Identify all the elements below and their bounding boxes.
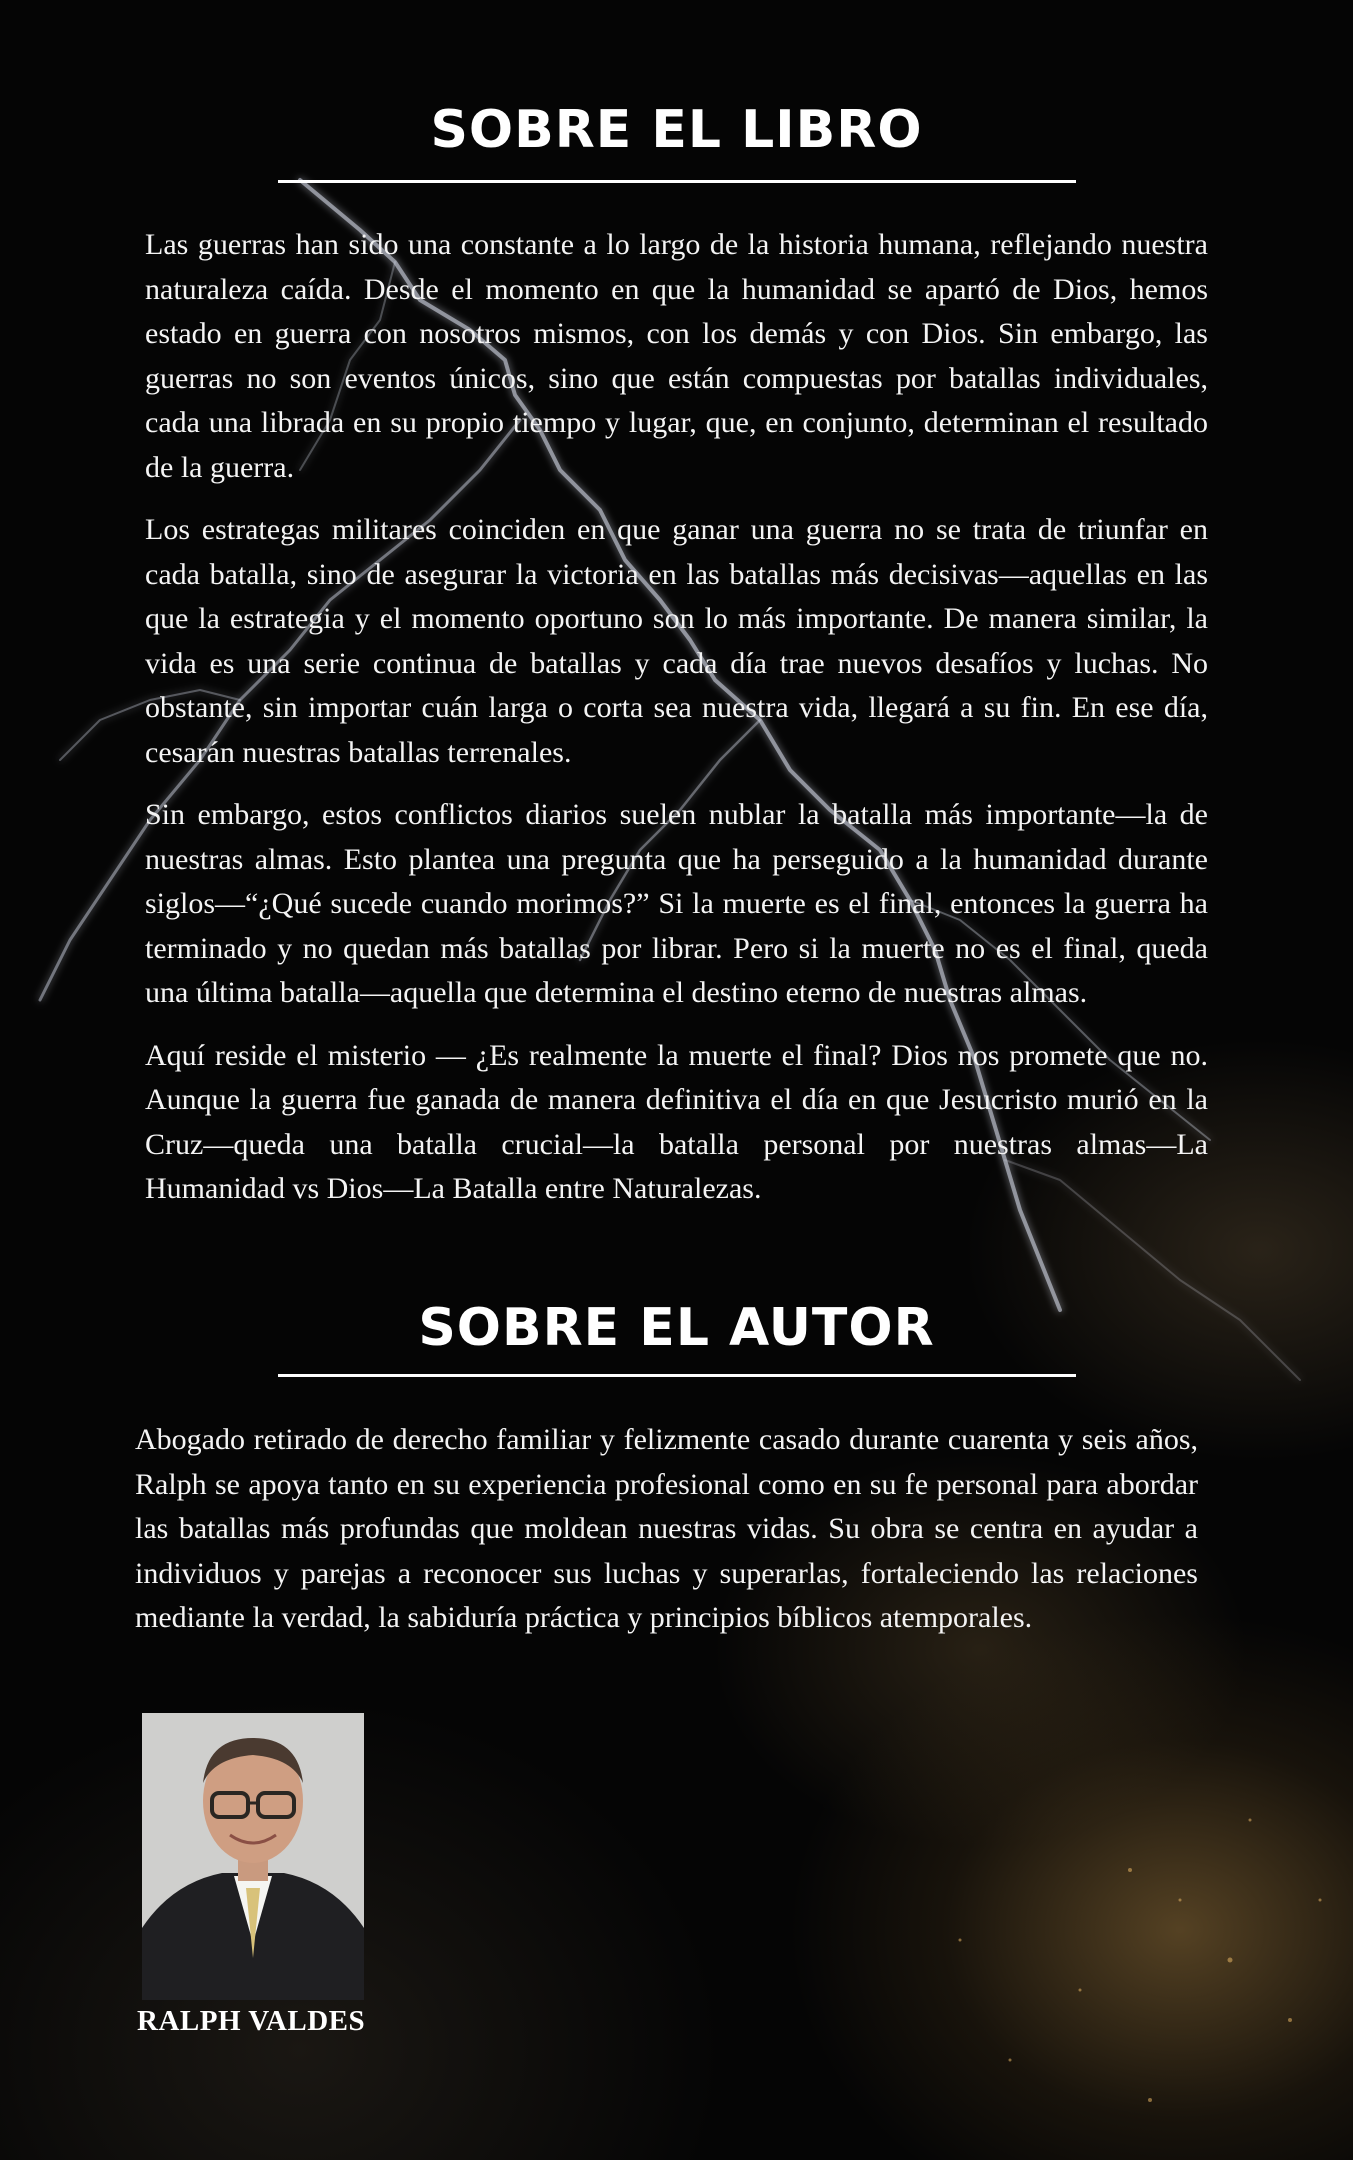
about-author-bio	[135, 1418, 1198, 1659]
about-book-paragraph-4: Aquí reside el misterio — ¿Es realmente la muerte el final? Dios nos promete que no. Aunque la guerra fue ganada de manera definitiva el día en que Jesucristo murió en la Cruz—queda una batalla crucial—la batalla personal por nuestras almas—La Humanidad vs Dios—La Batalla entre Naturalezas.	[145, 1038, 1208, 1205]
about-book-heading: SOBRE EL LIBRO	[430, 100, 923, 160]
about-book-paragraph-1: Las guerras han sido una constante a lo largo de la historia humana, reflejando nuestra naturaleza caída. Desde el momento en que la humanidad se apartó de Dios, hemos estado en guerra con nosotros mismos, con los demás y con Dios. Sin embargo, las guerras no son eventos únicos, sino que están compuestas por batallas individuales, cada una librada en su propio tiempo y lugar, que, en conjunto, determinan el resultado de la guerra.	[145, 228, 1208, 484]
about-book-body	[145, 223, 1208, 1230]
about-author-heading: SOBRE EL AUTOR	[418, 1298, 935, 1358]
author-photo	[142, 1713, 364, 2000]
author-name: RALPH VALDES	[137, 2005, 366, 2037]
about-author-heading-rule	[278, 1374, 1076, 1377]
about-book-heading-rule	[278, 180, 1076, 183]
ember-sparks	[959, 1819, 1322, 2103]
author-bio-paragraph: Abogado retirado de derecho familiar y felizmente casado durante cuarenta y seis años, Ralph se apoya tanto en su experiencia profesional como en su fe personal para abordar las batallas más profundas que moldean nuestras vidas. Su obra se centra en ayudar a individuos y parejas a reconocer sus luchas y superarlas, fortaleciendo las relaciones mediante la verdad, la sabiduría práctica y principios bíblicos atemporales.	[135, 1423, 1198, 1634]
about-book-paragraph-2: Los estrategas militares coinciden en que ganar una guerra no se trata de triunfar en cada batalla, sino de asegurar la victoria en las batallas más decisivas—aquellas en las que la estrategia y el momento oportuno son lo más importante. De manera similar, la vida es una serie continua de batallas y cada día trae nuevos desafíos y luchas. No obstante, sin importar cuán larga o corta sea nuestra vida, llegará a su fin. En ese día, cesarán nuestras batallas terrenales.	[145, 513, 1208, 769]
about-book-paragraph-3: Sin embargo, estos conflictos diarios suelen nublar la batalla más importante—la de nuestras almas. Esto plantea una pregunta que ha perseguido a la humanidad durante siglos—“¿Qué sucede cuando morimos?” Si la muerte es el final, entonces la guerra ha terminado y no quedan más batallas por librar. Pero si la muerte no es el final, queda una última batalla—aquella que determina el destino eterno de nuestras almas.	[145, 798, 1208, 1009]
